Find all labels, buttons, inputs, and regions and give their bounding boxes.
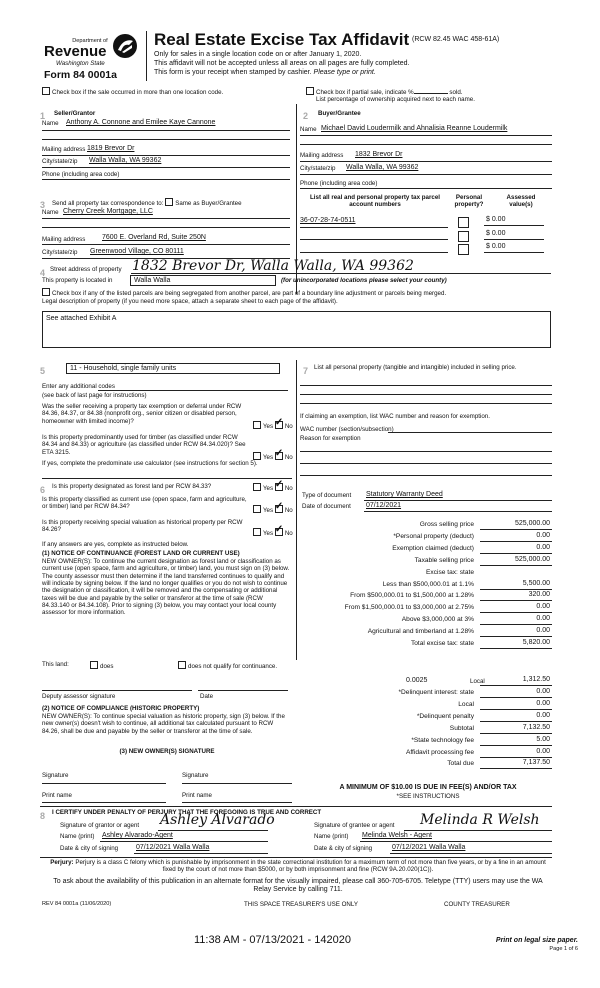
q2-yesno[interactable]: Yes ✓ No (253, 452, 293, 461)
grantee-name-field[interactable]: Melinda Welsh - Agent (362, 832, 432, 839)
buyer-name-label: Name (300, 126, 317, 133)
tax-row-label: From $500,000.01 to $1,500,000 at 1.28% (350, 592, 474, 600)
multi-location-check[interactable]: Check box if the sale occurred in more than one location code. (42, 87, 223, 96)
checkbox-icon[interactable] (42, 288, 50, 296)
boundary-check[interactable]: Check box if any of the listed parcels are being segregated from another parcel, are part of a boundary line adjustment or parcels being merged. (42, 288, 446, 297)
tax-row-value[interactable]: 0.00 (536, 531, 550, 539)
tax-row-label: Total excise tax: state (410, 640, 474, 647)
forest-yesno[interactable]: Yes ✓ No (253, 483, 293, 492)
grantor-sig-label: Signature of grantor or agent (60, 822, 140, 829)
q2-note: If yes, complete the predominate use calculator (see instructions for section 5). (42, 460, 258, 467)
see-instructions: *SEE INSTRUCTIONS (396, 793, 460, 800)
correspondence-heading: Send all property tax correspondence to: Same as Buyer/Grantee (52, 200, 242, 207)
seller-heading: Seller/Grantor (54, 110, 96, 117)
minimum-note: A MINIMUM OF $10.00 IS DUE IN FEE(S) AND/OR TAX (339, 784, 517, 791)
tax-row-value[interactable]: 7,137.50 (522, 759, 550, 767)
notice-1-body: NEW OWNER(S): To continue the current designation as forest land or classification as current use (open space, farm and agriculture, or timber) land, you must sign on (3) below. The county assessor must then determine if the land transferred continues to qualify and will indicate by signing below. If the land no longer qualifies or you do not wish to continue the designation or classification, it will be removed and the compensating or additional taxes will be due and payable by the seller or transferor at the time of sale (RCW 84.33.140 or 84.34.108). Prior to signing (3) below, you may contact your local county assessor for more information. (42, 558, 290, 617)
section-number: 7 (303, 366, 309, 376)
parcel-value-2[interactable]: $ 0.00 (486, 230, 506, 237)
tax-row-label: Excise tax: state (425, 568, 474, 576)
tax-row-label: *Delinquent interest: state (398, 689, 474, 696)
perjury-note: Perjury: Perjury is a class C felony which is punishable by imprisonment in the state correctional institution for a maximum term of not more than five years, or by a fine in an amount fixed by the court of not more than $5000, or by both imprisonment and fine (RCW 9A.20.020(1C)). (50, 859, 546, 874)
page-number: Page 1 of 6 (549, 946, 578, 952)
notice-1-heading: (1) NOTICE OF CONTINUANCE (FOREST LAND OR CURRENT USE) (42, 550, 240, 557)
wac-label: WAC number (section/subsection) (300, 426, 394, 433)
header-line-3: This form is your receipt when stamped by cashier. Please type or print. (154, 69, 376, 76)
legal-paper-note: Print on legal size paper. (495, 937, 578, 944)
tax-row-value[interactable]: 0.00 (536, 699, 550, 707)
personal-property-heading: Personal property? (454, 194, 484, 209)
tax-row-label: Above $3,000,000 at 3% (401, 616, 474, 624)
alt-format-note: To ask about the availability of this publication in an alternate format for the visually impaired, please call 360-705-6705. Teletype (TTY) users may use the WA Relay Service by calling 711. (53, 878, 543, 894)
grantee-signature[interactable]: Melinda R Welsh (420, 812, 540, 828)
header-line-2: This affidavit will not be accepted unless all areas on all pages are fully completed. (154, 60, 410, 67)
section-number: 2 (303, 111, 309, 121)
parcel-value-1[interactable]: $ 0.00 (486, 216, 506, 223)
if-yes-note: If any answers are yes, complete as instructed below. (42, 541, 189, 548)
tax-row-value[interactable]: 525,000.00 (514, 520, 550, 527)
doc-type-field[interactable]: Statutory Warranty Deed (366, 491, 443, 498)
local-tax-value[interactable]: 1,312.50 (522, 676, 550, 683)
q1-yesno[interactable]: Yes ✓ No (253, 421, 293, 430)
dor-logo-icon (112, 33, 138, 59)
current-use-q: Is this property classified as current use (open space, farm and agriculture, or timber) land per RCW 84.34? (42, 496, 247, 511)
q2-text: Is this property predominantly used for timber (as classified under RCW 84.34 and 84.33) or agriculture (as classified under RCW 84.34.020)? See ETA 3215. (42, 434, 246, 456)
parcel-value-3[interactable]: $ 0.00 (486, 243, 506, 250)
tax-row-value[interactable]: 5.00 (536, 735, 550, 743)
corr-mail-field[interactable]: 7600 E. Overland Rd, Suite 250N (102, 234, 206, 241)
tax-row-label: Gross selling price (419, 521, 474, 528)
checkbox-icon[interactable] (42, 87, 50, 95)
tax-row-value[interactable]: 0.00 (536, 603, 550, 611)
doc-date-label: Date of document (302, 503, 351, 510)
local-rate: 0.0025 (406, 677, 428, 684)
corr-name-field[interactable]: Cherry Creek Mortgage, LLC (63, 208, 153, 215)
additional-codes-label: Enter any additional codes (42, 383, 115, 390)
tax-row-value[interactable]: 0.00 (536, 688, 550, 695)
tax-row-value[interactable]: 0.00 (536, 615, 550, 623)
tax-row-label: Subtotal (449, 724, 474, 732)
legal-label: Legal description of property (if you need more space, attach a separate sheet to each page of the affidavit). (42, 298, 338, 305)
located-label: This property is located in (42, 277, 113, 284)
section-number: 1 (40, 111, 46, 121)
grantee-date-label: Date & city of signing (314, 845, 373, 852)
doc-type-label: Type of document (302, 492, 352, 499)
grantee-name-label: Name (print) (314, 833, 349, 840)
buyer-name-field[interactable]: Michael David Loudermilk and Ahnalisia Reanne Loudermilk (321, 125, 508, 132)
forest-q: Is this property designated as forest land per RCW 84.33? (52, 483, 212, 490)
grantor-signature[interactable]: Ashley Alvarado (160, 812, 275, 828)
buyer-mail-field[interactable]: 1832 Brevor Dr (355, 151, 403, 158)
dept-label: Department of (72, 38, 108, 44)
codes-note: (see back of last page for instructions) (42, 392, 147, 399)
checkbox-icon[interactable] (306, 87, 314, 95)
treasurer-use-label: THIS SPACE TREASURER'S USE ONLY (244, 901, 358, 908)
section-number: 8 (40, 811, 46, 821)
tax-row-label: From $1,500,000.01 to $3,000,000 at 2.75% (344, 604, 474, 612)
notice-2-body: NEW OWNER(S): To continue special valuation as historic property, sign (3) below. If the new owner(s) doesn't wish to continue, all additional tax calculated pursuant to RCW 84.26, shall be due and payable by the seller or transferor at the time of sale. (42, 713, 285, 735)
deputy-sig-label: Deputy assessor signature (42, 693, 116, 700)
tax-row-label: Local (458, 700, 474, 708)
reason-label: Reason for exemption (300, 435, 361, 442)
checkbox-icon[interactable] (165, 198, 173, 206)
grantor-date-label: Date & city of signing (60, 845, 119, 852)
grantor-name-field[interactable]: Ashley Alvarado-Agent (102, 832, 173, 839)
owner-print-1-label: Print name (42, 792, 72, 799)
legal-description-field[interactable]: See attached Exhibit A (42, 311, 551, 348)
seller-city-field[interactable]: Walla Walla, WA 99362 (89, 157, 162, 164)
tax-row-label: Total due (447, 760, 474, 768)
parcel-heading: List all real and personal property tax parcel account numbers (310, 194, 440, 209)
notice-2-heading: (2) NOTICE OF COMPLIANCE (HISTORIC PROPERTY) (42, 705, 200, 712)
form-title: Real Estate Excise Tax Affidavit (154, 30, 410, 49)
section-number: 5 (40, 366, 46, 376)
location-select[interactable]: Walla Walla (130, 275, 276, 286)
partial-sale-check[interactable]: Check box if partial sale, indicate % sold. (306, 87, 463, 96)
owner-sig-1-label: Signature (42, 772, 69, 779)
tax-row-value[interactable]: 7,132.50 (522, 723, 550, 731)
tax-row-value[interactable]: 0.00 (536, 627, 550, 635)
buyer-heading: Buyer/Grantee (318, 110, 361, 117)
special-q: Is this property receiving special valuation as historical property per RCW 84.26? (42, 519, 243, 534)
grantee-date-field[interactable]: 07/12/2021 Walla Walla (392, 844, 466, 851)
corr-mail-label: Mailing address (42, 236, 86, 243)
county-treasurer-label: COUNTY TREASURER (444, 901, 510, 908)
owner-sig-2-label: Signature (182, 772, 209, 779)
grantor-date-field[interactable]: 07/12/2021 Walla Walla (136, 844, 210, 851)
buyer-phone-label: Phone (including area code) (300, 180, 378, 187)
state-label: Washington State (56, 60, 105, 67)
tax-row-value[interactable]: 0.00 (536, 543, 550, 551)
corr-city-label: City/state/zip (42, 249, 78, 256)
tax-row-label: *Personal property (deduct) (393, 532, 474, 540)
seller-name-label: Name (42, 120, 59, 127)
land-does-check[interactable]: does (90, 661, 113, 670)
notice-3-heading: (3) NEW OWNER(S) SIGNATURE (119, 748, 215, 755)
tax-row-label: Affidavit processing fee (405, 748, 474, 756)
buyer-city-label: City/state/zip (300, 165, 336, 172)
deputy-date-label: Date (200, 693, 214, 700)
local-label: Local (470, 678, 485, 685)
tax-row-label: Exemption claimed (deduct) (392, 544, 474, 552)
section-number: 6 (40, 485, 46, 495)
current-use-yesno[interactable]: Yes ✓ No (253, 505, 293, 514)
tax-row-label: Agricultural and timberland at 1.28% (367, 628, 474, 636)
buyer-mail-label: Mailing address (300, 152, 344, 159)
located-note: (for unincorporated locations please select your county) (281, 277, 447, 284)
partial-note: List percentage of ownership acquired next to each name. (316, 96, 475, 103)
seller-name-field[interactable]: Anthony A. Connone and Emilee Kaye Cannone (66, 119, 216, 126)
tax-row-label: Taxable selling price (414, 556, 474, 564)
street-label: Street address of property (50, 266, 122, 273)
special-yesno[interactable]: Yes ✓ No (253, 528, 293, 537)
tax-row-value[interactable]: 5,820.00 (522, 639, 550, 646)
tax-row-value[interactable]: 5,500.00 (522, 579, 550, 587)
land-use-code-select[interactable]: 11 - Household, single family units (66, 363, 280, 374)
tax-row-label: Less than $500,000.01 at 1.1% (382, 580, 474, 588)
revision-label: REV 84 0001a (11/06/2020) (42, 901, 112, 907)
this-land-label: This land: (42, 661, 69, 668)
buyer-city-field[interactable]: Walla Walla, WA 99362 (346, 164, 419, 171)
personal-property-text: List all personal property (tangible and intangible) included in selling price. (314, 364, 517, 371)
grantor-name-label: Name (print) (60, 833, 95, 840)
tax-row-value[interactable]: 525,000.00 (514, 555, 550, 563)
receipt-stamp: 11:38 AM - 07/13/2021 - 142020 (194, 934, 351, 946)
tax-row-value[interactable]: 320.00 (528, 591, 550, 599)
doc-date-field[interactable]: 07/12/2021 (366, 502, 402, 509)
rcw-cite: (RCW 82.45 WAC 458-61A) (412, 36, 500, 43)
land-not-qualify-check[interactable]: does not qualify for continuance. (178, 661, 277, 670)
corr-name-label: Name (42, 209, 59, 216)
owner-print-2-label: Print name (182, 792, 212, 799)
seller-mail-label: Mailing address (42, 146, 86, 153)
certify-heading: I CERTIFY UNDER PENALTY OF PERJURY THAT THE FOREGOING IS TRUE AND CORRECT (52, 809, 322, 816)
street-field[interactable]: 1832 Brevor Dr, Walla Walla, WA 99362 (132, 258, 414, 274)
revenue-wordmark: Revenue (44, 43, 107, 60)
tax-row-label: *Delinquent penalty (416, 712, 474, 720)
form-number: Form 84 0001a (44, 69, 117, 81)
assessed-heading: Assessed value(s) (506, 194, 536, 209)
tax-row-value[interactable]: 0.00 (536, 711, 550, 719)
seller-mail-field[interactable]: 1819 Brevor Dr (87, 145, 135, 152)
grantee-sig-label: Signature of grantee or agent (314, 822, 395, 829)
section-number: 4 (40, 268, 46, 278)
exemption-text: If claiming an exemption, list WAC number and reason for exemption. (300, 413, 490, 420)
q1-text: Was the seller receiving a property tax exemption or deferral under RCW 84.36, 84.37, or 84.38 (nonprofit org., senior citizen or disabled person, homeowner with limited income)? (42, 403, 242, 425)
seller-phone-label: Phone (including area code) (42, 171, 120, 178)
tax-row-label: *State technology fee (411, 736, 474, 744)
header-line-1: Only for sales in a single location code on or after January 1, 2020. (154, 51, 362, 58)
section-number: 3 (40, 200, 46, 210)
seller-city-label: City/state/zip (42, 158, 78, 165)
corr-city-field[interactable]: Greenwood Village, CO 80111 (90, 248, 184, 255)
parcel-personal-3[interactable] (458, 241, 471, 259)
tax-row-value[interactable]: 0.00 (536, 747, 550, 755)
parcel-acct-1[interactable]: 36-07-28-74-0511 (300, 217, 356, 224)
